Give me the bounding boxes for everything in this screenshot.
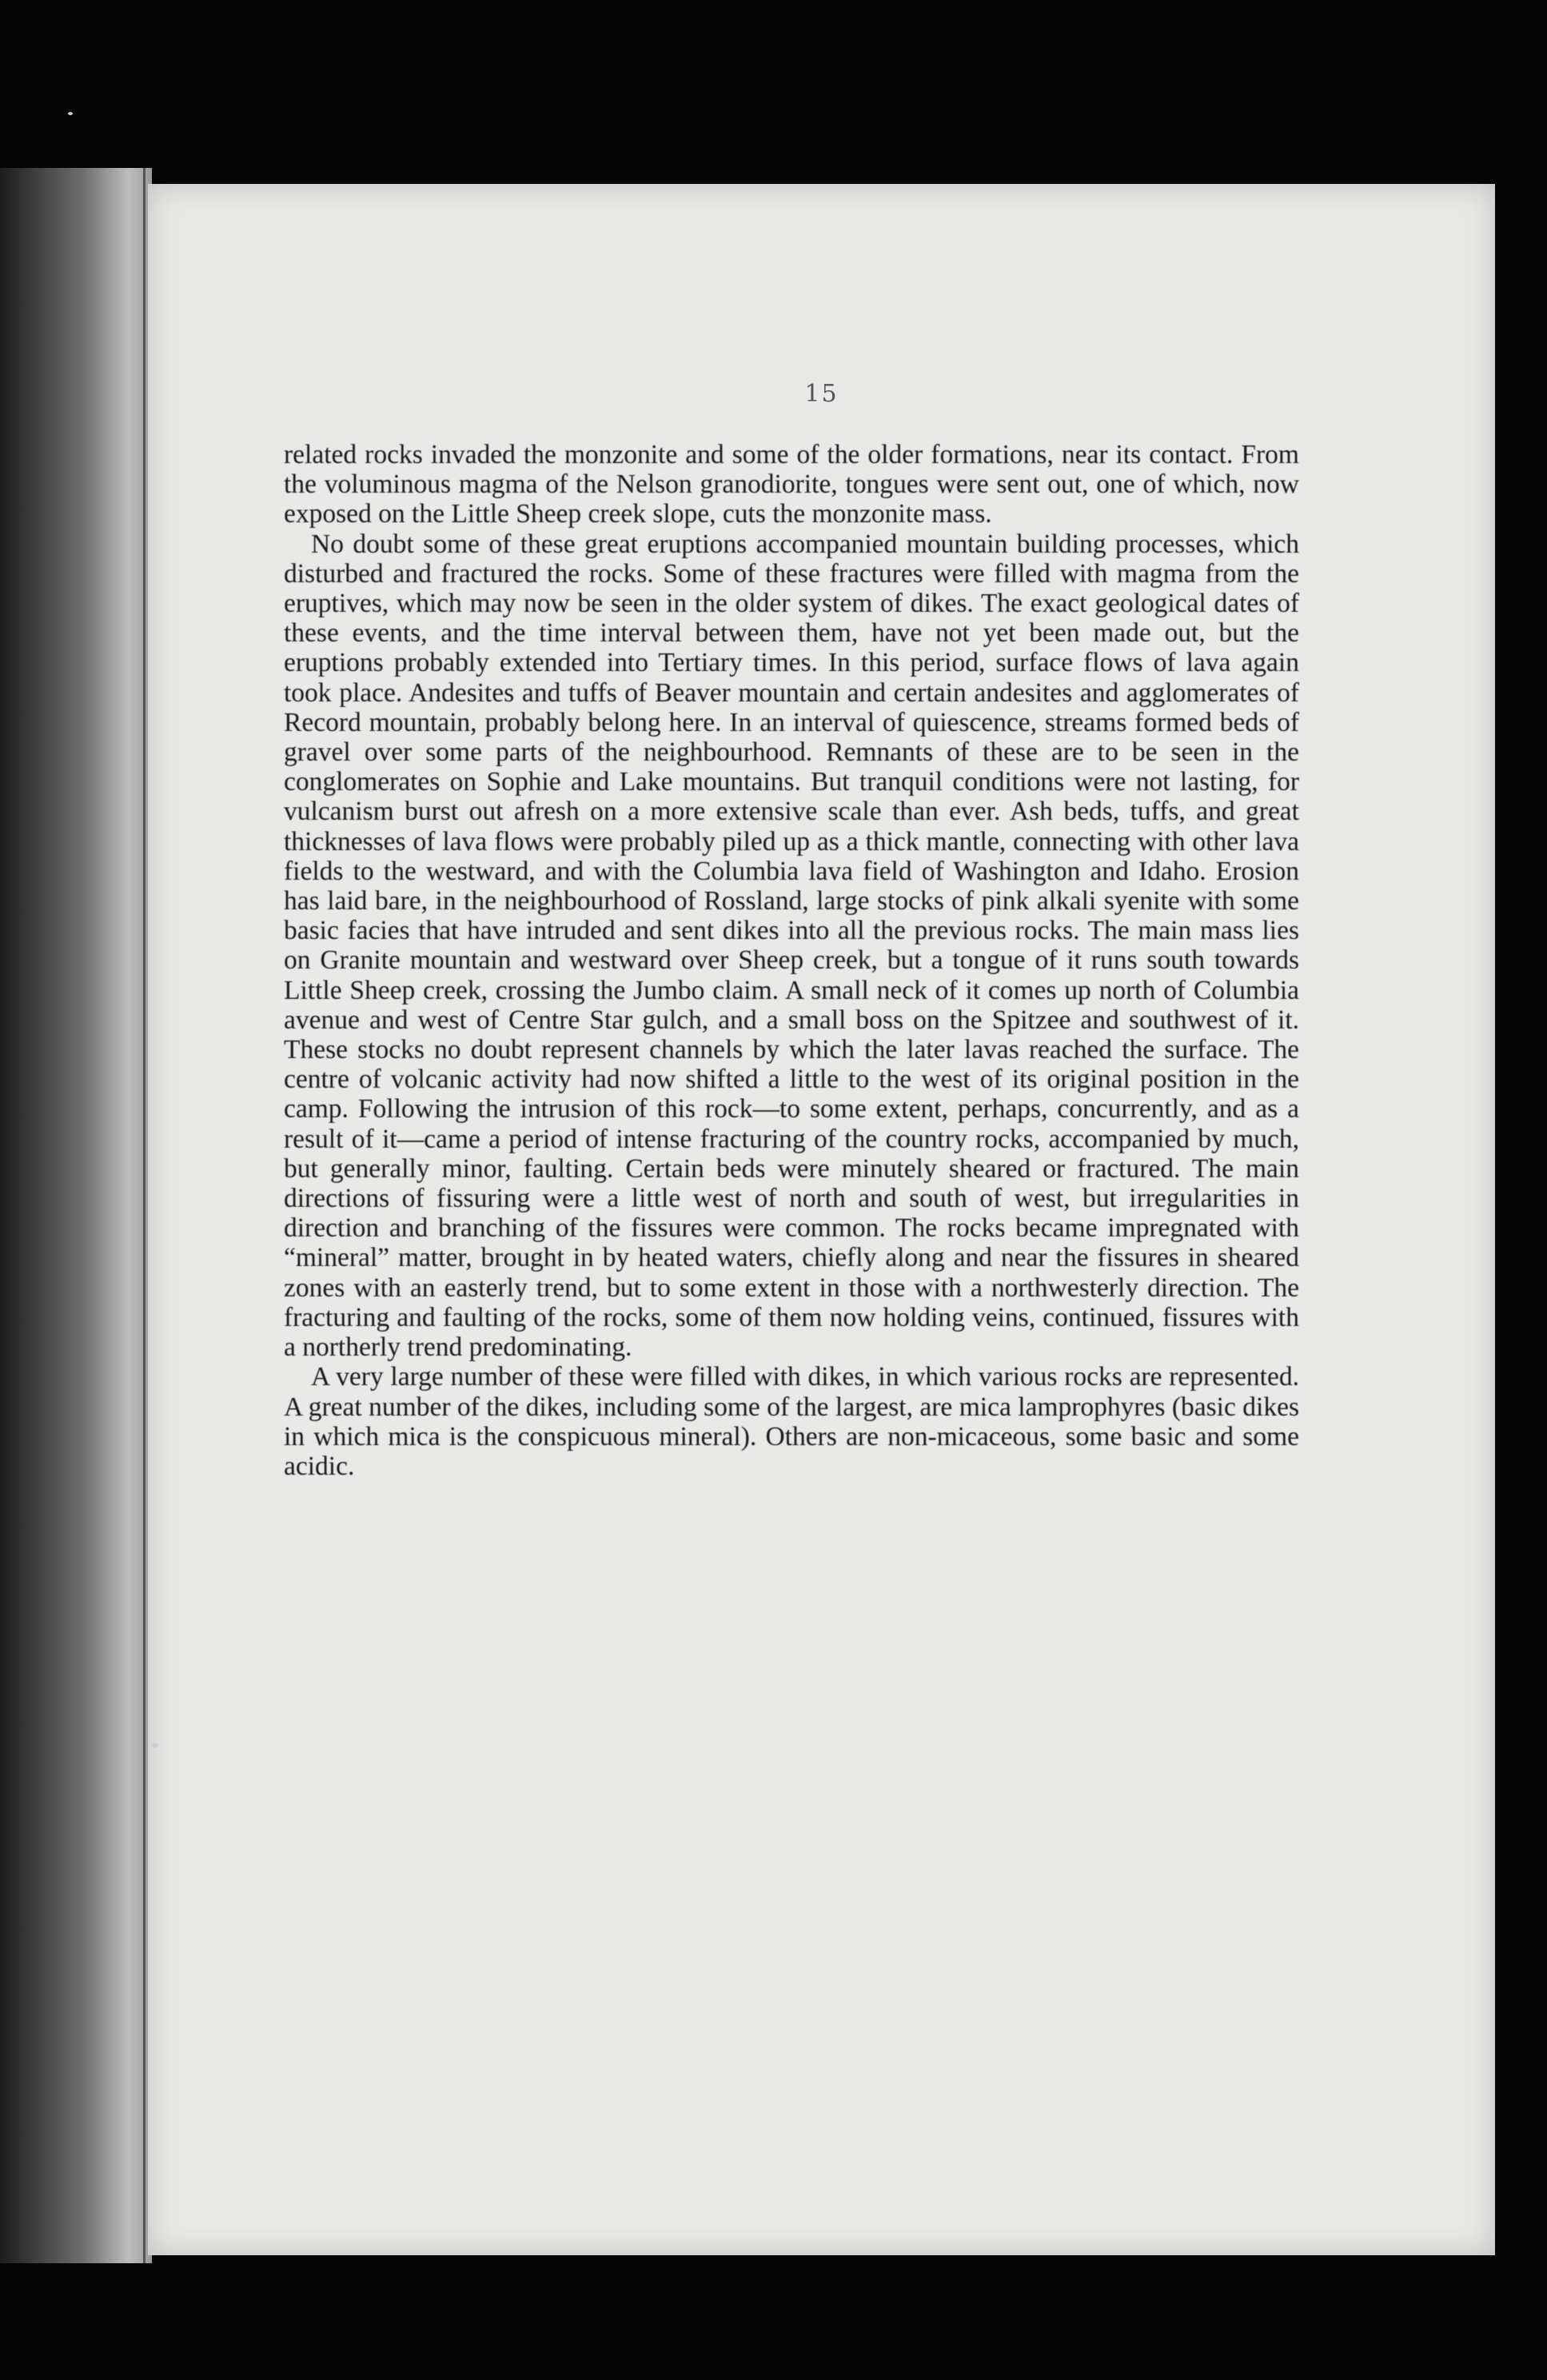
paragraph-1: related rocks invaded the monzonite and some of the older formations, near its contact. From the voluminous magma of the Nelson granodiorite, tongues were sent out, one of which, now exposed on the Little Sheep creek slope, cuts the monzonite mass.	[284, 440, 1299, 529]
facing-page-edge	[0, 168, 152, 2263]
paragraph-3: A very large number of these were filled with dikes, in which various rocks are represented. A great number of the dikes, including some of the largest, are mica lamprophyres (basic dikes in which mica is the conspicuous mineral). Others are non-micaceous, some basic and some acidic.	[284, 1362, 1299, 1481]
page-body-text	[284, 440, 1299, 1481]
scan-dust-speck	[152, 1743, 158, 1747]
scan-dust-speck	[68, 112, 73, 115]
paragraph-2: No doubt some of these great eruptions accompanied mountain building processes, which disturbed and fractured the rocks. Some of these fractures were filled with magma from the eruptives, which may now be seen in the older system of dikes. The exact geological dates of these events, and the time interval between them, have not yet been made out, but the eruptions probably extended into Tertiary times. In this period, surface flows of lava again took place. Andesites and tuffs of Beaver mountain and certain andesites and agglomerates of Record mountain, probably belong here. In an interval of quiescence, streams formed beds of gravel over some parts of the neighbourhood. Remnants of these are to be seen in the conglomerates on Sophie and Lake mountains. But tranquil conditions were not lasting, for vulcanism burst out afresh on a more extensive scale than ever. Ash beds, tuffs, and great thicknesses of lava flows were probably piled up as a thick mantle, connecting with other lava fields to the westward, and with the Columbia lava field of Washington and Idaho. Erosion has laid bare, in the neighbourhood of Rossland, large stocks of pink alkali syenite with some basic facies that have intruded and sent dikes into all the previous rocks. The main mass lies on Granite mountain and westward over Sheep creek, but a tongue of it runs south towards Little Sheep creek, crossing the Jumbo claim. A small neck of it comes up north of Columbia avenue and west of Centre Star gulch, and a small boss on the Spitzee and southwest of it. These stocks no doubt represent channels by which the later lavas reached the surface. The centre of volcanic activity had now shifted a little to the west of its original position in the camp. Following the intrusion of this rock—to some extent, perhaps, concurrently, and as a result of it—came a period of intense fracturing of the country rocks, accompanied by much, but generally minor, faulting. Certain beds were minutely sheared or fractured. The main directions of fissuring were a little west of north and south of west, but irregularities in direction and branching of the fissures were common. The rocks became impregnated with “mineral” matter, brought in by heated waters, chiefly along and near the fissures in sheared zones with an easterly trend, but to some extent in those with a northwesterly direction. The fracturing and faulting of the rocks, some of them now holding veins, continued, fissures with a northerly trend predominating.	[284, 529, 1299, 1363]
page-number: 15	[804, 380, 839, 408]
book-page	[148, 184, 1495, 2255]
book-gutter	[143, 168, 146, 2263]
